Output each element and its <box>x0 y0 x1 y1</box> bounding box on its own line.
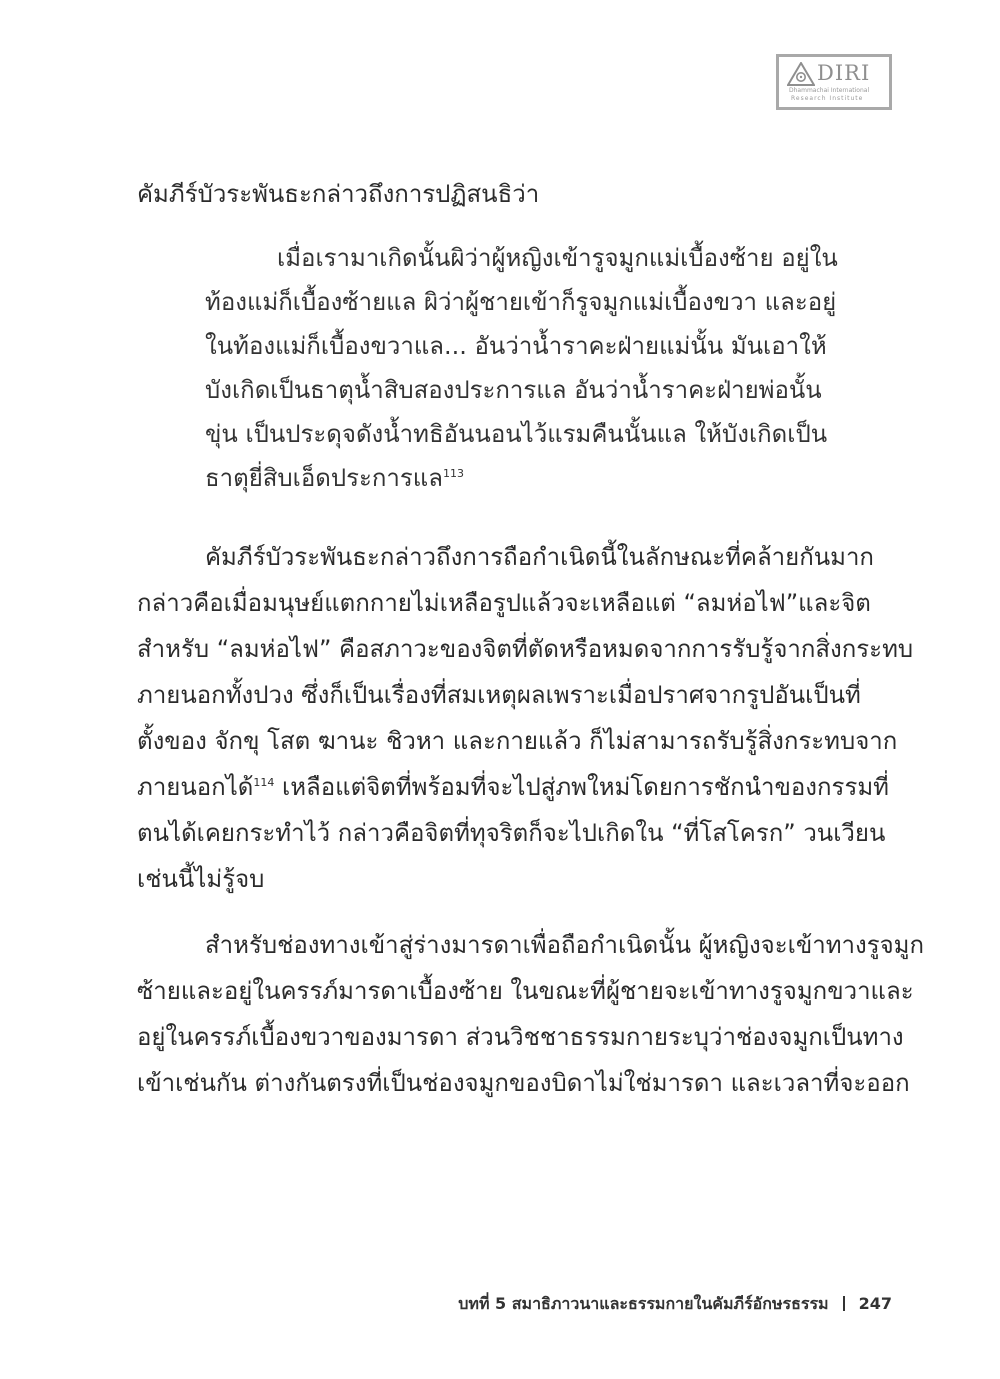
footnote-ref-114[interactable]: 114 <box>253 776 275 789</box>
paragraph-2-line-4: เข้าเช่นกัน ต่างกันตรงที่เป็นช่องจมูกของบิดาไม่ใช่มารดา และเวลาที่จะออก <box>137 1069 910 1097</box>
chapter-title: บทที่ 5 สมาธิภาวนาและธรรมกายในคัมภีร์อักษรธรรม <box>458 1294 829 1313</box>
paragraph-1-line-6-start: ภายนอกได้ <box>137 773 254 801</box>
block-quote <box>205 236 838 500</box>
quote-line-4: บังเกิดเป็นธาตุน้ำสิบสองประการแล อันว่าน้ำราคะฝ่ายพ่อนั้น <box>205 376 822 404</box>
page-footer <box>458 1292 892 1317</box>
quote-line-5: ขุ่น เป็นประดุจดังน้ำทธิอันนอนไว้แรมคืนนั้นแล ให้บังเกิดเป็น <box>205 420 828 448</box>
paragraph-2-line-1: สำหรับช่องทางเข้าสู่ร่างมารดาเพื่อถือกำเนิดนั้น ผู้หญิงจะเข้าทางรูจมูก <box>205 931 925 959</box>
footnote-ref-113[interactable]: 113 <box>442 467 464 480</box>
quote-line-2: ท้องแม่ก็เบื้องซ้ายแล ผิว่าผู้ชายเข้าก็รูจมูกแม่เบื้องขวา และอยู่ <box>205 288 837 316</box>
paragraph-2 <box>137 922 925 1106</box>
quote-line-6-text: ธาตุยี่สิบเอ็ดประการแล <box>205 464 443 492</box>
quote-line-1: เมื่อเรามาเกิดนั้นผิว่าผู้หญิงเข้ารูจมูกแม่เบื้องซ้าย อยู่ใน <box>277 244 838 272</box>
paragraph-1-line-6-end: เหลือแต่จิตที่พร้อมที่จะไปสู่ภพใหม่โดยการชักนำของกรรมที่ <box>274 773 889 801</box>
quote-line-6 <box>205 456 830 500</box>
paragraph-2-line-3: อยู่ในครรภ์เบื้องขวาของมารดา ส่วนวิชชาธรรมกายระบุว่าช่องจมูกเป็นทาง <box>137 1023 904 1051</box>
intro-sentence: คัมภีร์บัวระพันธะกล่าวถึงการปฏิสนธิว่า <box>137 180 540 208</box>
page-number: 247 <box>858 1294 892 1313</box>
paragraph-1-line-2: กล่าวคือเมื่อมนุษย์แตกกายไม่เหลือรูปแล้วจะเหลือแต่ “ลมห่อไฟ”และจิต <box>137 589 871 617</box>
paragraph-2-line-2: ซ้ายและอยู่ในครรภ์มารดาเบื้องซ้าย ในขณะที่ผู้ชายจะเข้าทางรูจมูกขวาและ <box>137 977 914 1005</box>
logo-subtitle-line1: Dhammachai International <box>789 87 870 94</box>
logo-subtitle-line2: Research Institute <box>791 95 864 102</box>
paragraph-1-line-1: คัมภีร์บัวระพันธะกล่าวถึงการถือกำเนิดนี้ในลักษณะที่คล้ายกันมาก <box>205 543 874 571</box>
quote-line-3: ในท้องแม่ก็เบื้องขวาแล... อันว่าน้ำราคะฝ่ายแม่นั้น มันเอาให้ <box>205 332 827 360</box>
paragraph-1-line-4: ภายนอกทั้งปวง ซึ่งก็เป็นเรื่องที่สมเหตุผลเพราะเมื่อปราศจากรูปอันเป็นที่ <box>137 681 861 709</box>
paragraph-1-line-8: เช่นนี้ไม่รู้จบ <box>137 865 265 893</box>
paragraph-1-line-7: ตนได้เคยกระทำไว้ กล่าวคือจิตที่ทุจริตก็จะไปเกิดใน “ที่โสโครก” วนเวียน <box>137 819 886 847</box>
paragraph-1-line-6 <box>137 764 897 810</box>
paragraph-1-line-3: สำหรับ “ลมห่อไฟ” คือสภาวะของจิตที่ตัดหรือหมดจากการรับรู้จากสิ่งกระทบ <box>137 635 914 663</box>
logo-name: DIRI <box>817 61 871 85</box>
paragraph-1-line-5: ตั้งของ จักขุ โสต ฆานะ ชิวหา และกายแล้ว ก็ไม่สามารถรับรู้สิ่งกระทบจาก <box>137 727 898 755</box>
paragraph-1 <box>137 534 914 902</box>
footer-separator <box>843 1296 845 1311</box>
